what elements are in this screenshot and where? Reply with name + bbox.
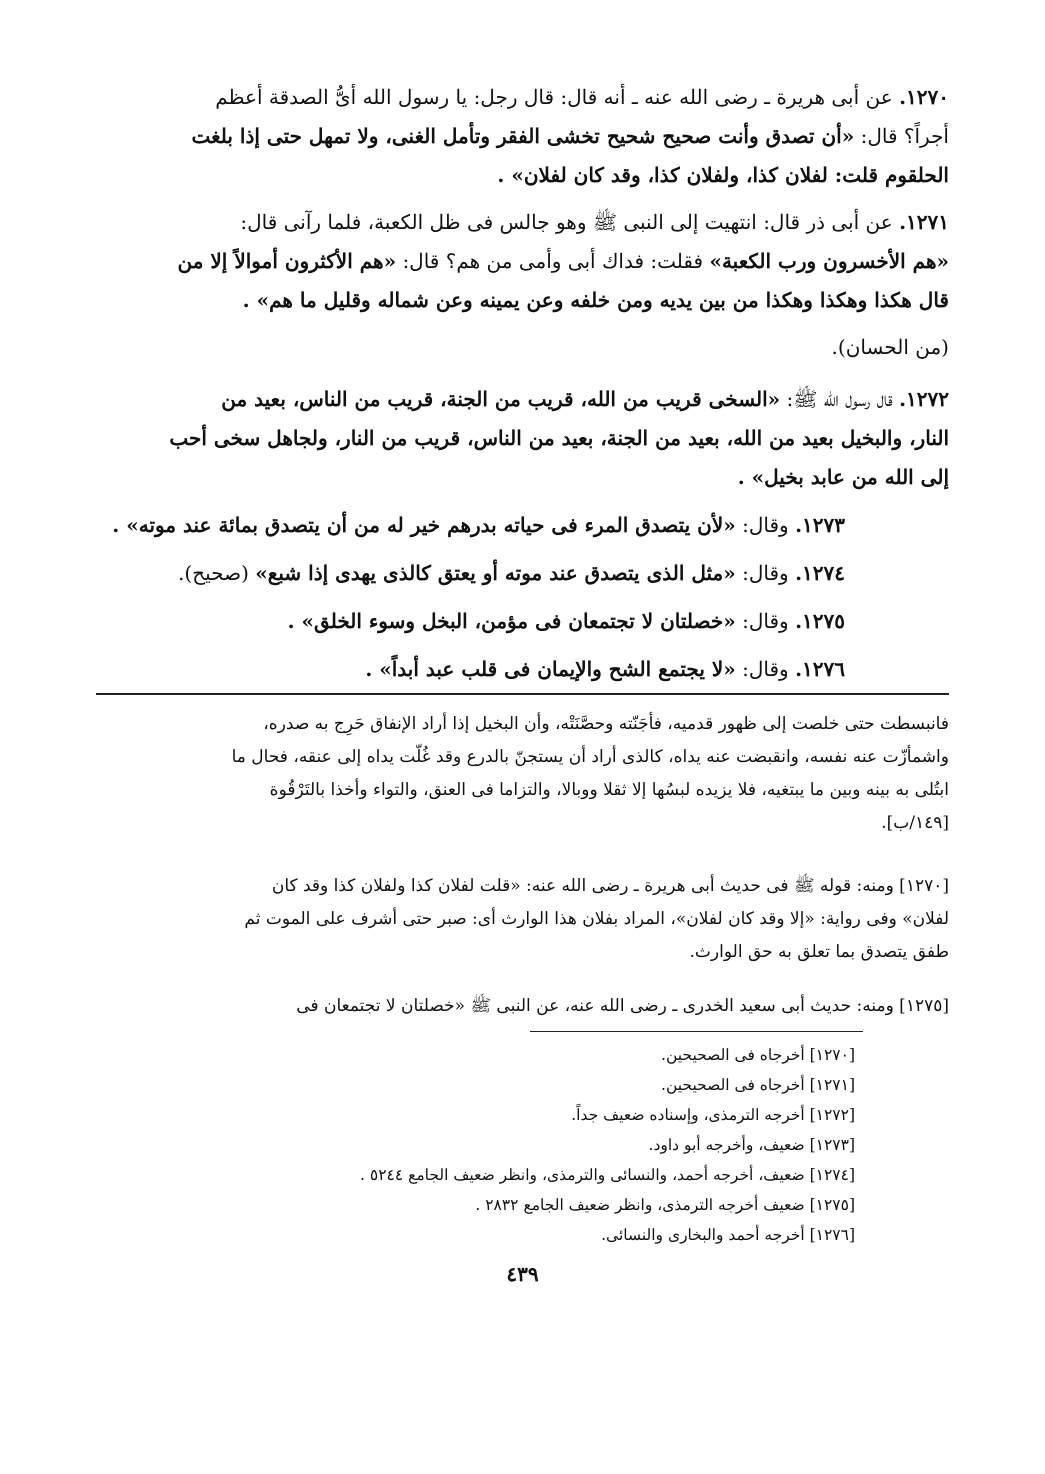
hadith-grade: (من الحسان). bbox=[831, 335, 949, 359]
hadith-1270 bbox=[96, 78, 949, 195]
commentary-line: [١٢٧٠] ومنه: قوله ﷺ فى حديث أبى هريرة ـ رضى الله عنه: «قلت لفلان كذا ولفلان كذا وقد كان bbox=[271, 876, 949, 896]
commentary-line: طفق يتصدق بما تعلق به حق الوارث. bbox=[689, 942, 949, 962]
hadith-line bbox=[96, 602, 845, 641]
footnotes bbox=[280, 1040, 855, 1250]
commentary-line: ابتُلى به بينه وبين ما يبتغيه، فلا يزيده لبسُها إلا ثقلا ووبالا، والتزاما فى العنق، والتواء وأخذا بالتَرْقُوة bbox=[269, 780, 949, 800]
footnote-item: [١٢٧٤] ضعيف، أخرجه أحمد، والنسائى والترمذى، وانظر ضعيف الجامع ٥٢٤٤ . bbox=[360, 1166, 855, 1184]
hadith-number: ١٢٧٤ bbox=[802, 561, 845, 585]
hadith-1271 bbox=[96, 203, 949, 367]
number-dot: . bbox=[795, 657, 803, 681]
footnote-item: [١٢٧٥] ضعيف أخرجه الترمذى، وانظر ضعيف الجامع ٢٨٣٢ . bbox=[475, 1196, 855, 1214]
commentary-line: فانبسطت حتى خلصت إلى ظهور قدميه، فأجَنّته وحصَّنَتْه، وأن البخيل إذا أراد الإنفاق حَرِج به صدره، bbox=[263, 714, 949, 734]
hadith-1274 bbox=[96, 554, 845, 593]
hadith-text: فقلت: فداك أبى وأمى من هم؟ قال: bbox=[402, 249, 704, 273]
hadith-1276 bbox=[96, 650, 845, 689]
number-dot: . bbox=[899, 85, 907, 109]
section-divider bbox=[96, 693, 949, 695]
commentary-line: [١٤٩/ب]. bbox=[881, 813, 949, 833]
page-number: ٤٣٩ bbox=[506, 1262, 539, 1286]
prophetic-saying: «لأن يتصدق المرء فى حياته بدرهم خير له من أن يتصدق بمائة عند موته» . bbox=[112, 513, 736, 537]
hadith-number: ١٢٧١ bbox=[906, 210, 949, 234]
hadith-number: ١٢٧٣ bbox=[802, 513, 845, 537]
prophetic-saying: «خصلتان لا تجتمعان فى مؤمن، البخل وسوء الخلق» . bbox=[287, 609, 736, 633]
prophetic-saying: «هم الأخسرون ورب الكعبة» bbox=[709, 249, 949, 273]
hadith-text: عن أبى ذر قال: انتهيت إلى النبى ﷺ وهو جالس فى ظل الكعبة، فلما رآنى قال: bbox=[240, 210, 893, 234]
hadith-number: ١٢٧٦ bbox=[802, 657, 845, 681]
hadith-line bbox=[96, 117, 949, 156]
commentary-paragraph bbox=[96, 870, 949, 969]
number-dot: . bbox=[795, 513, 803, 537]
number-dot: . bbox=[899, 210, 907, 234]
hadith-1273 bbox=[96, 506, 845, 545]
footnote-item: [١٢٧٠] أخرجاه فى الصحيحين. bbox=[661, 1046, 855, 1064]
footnote-item: [١٢٧١] أخرجاه فى الصحيحين. bbox=[661, 1076, 855, 1094]
hadith-line bbox=[96, 506, 845, 545]
hadith-line bbox=[96, 203, 949, 242]
hadith-number: ١٢٧٢ bbox=[906, 387, 949, 411]
hadith-text: وقال: bbox=[742, 561, 789, 585]
hadith-number: ١٢٧٥ bbox=[802, 609, 845, 633]
number-dot: . bbox=[795, 561, 803, 585]
prophetic-saying: إلى الله من عابد بخيل» . bbox=[737, 465, 949, 489]
hadith-grade: (صحيح). bbox=[178, 561, 249, 585]
hadith-1272 bbox=[96, 380, 949, 497]
hadith-line bbox=[96, 242, 949, 281]
hadith-text: وقال: bbox=[742, 609, 789, 633]
footnote-item: [١٢٧٣] ضعيف، وأخرجه أبو داود. bbox=[648, 1136, 855, 1154]
hadith-text: عن أبى هريرة ـ رضى الله عنه ـ أنه قال: قال رجل: يا رسول الله أىُّ الصدقة أعظم bbox=[215, 85, 893, 109]
number-dot: . bbox=[899, 387, 907, 411]
commentary-paragraph bbox=[96, 990, 949, 1023]
commentary-line: لفلان» وفى رواية: «إلا وقد كان لفلان»، المراد بفلان هذا الوارث أى: صبر حتى أشرف على الموت ثم bbox=[244, 909, 949, 929]
commentary-line: [١٢٧٥] ومنه: حديث أبى سعيد الخدرى ـ رضى الله عنه، عن النبى ﷺ «خصلتان لا تجتمعان فى bbox=[296, 996, 949, 1016]
prophetic-saying: «لا يجتمع الشح والإيمان فى قلب عبد أبداً» . bbox=[365, 657, 736, 681]
footnote-divider bbox=[530, 1031, 863, 1032]
hadith-text: وقال: bbox=[742, 657, 789, 681]
number-dot: . bbox=[795, 609, 803, 633]
prophetic-saying: النار، والبخيل بعيد من الله، بعيد من الجنة، بعيد من الناس، قريب من النار، ولجاهل سخى أحب bbox=[169, 426, 949, 450]
prophetic-saying: «السخى قريب من الله، قريب من الجنة، قريب من الناس، بعيد من bbox=[221, 387, 781, 411]
hadith-text: قال رسول الله ﷺ: bbox=[786, 387, 893, 411]
prophetic-saying: «هم الأكثرون أموالاً إلا من bbox=[177, 249, 397, 273]
hadith-line bbox=[96, 650, 845, 689]
hadith-line bbox=[96, 78, 949, 117]
prophetic-saying: «أن تصدق وأنت صحيح شحيح تخشى الفقر وتأمل الغنى، ولا تمهل حتى إذا بلغت bbox=[191, 124, 855, 148]
footnote-item: [١٢٧٦] أخرجه أحمد والبخارى والنسائى. bbox=[601, 1226, 855, 1244]
hadith-text: أجراً؟ قال: bbox=[860, 124, 949, 148]
prophetic-saying: الحلقوم قلت: لفلان كذا، ولفلان كذا، وقد كان لفلان» . bbox=[497, 163, 949, 187]
commentary-paragraph bbox=[96, 708, 949, 840]
hadith-line bbox=[96, 380, 949, 419]
prophetic-saying: قال هكذا وهكذا وهكذا من بين يديه ومن خلفه وعن يمينه وعن شماله وقليل ما هم» . bbox=[242, 288, 949, 312]
commentary-line: واشمأزّت عنه نفسه، وانقبضت عنه يداه، كالذى أراد أن يستجنّ بالدرع وقد غُلّت يداه إلى عنقه، فحال ما bbox=[231, 747, 949, 767]
hadith-line bbox=[96, 554, 845, 593]
hadith-text: وقال: bbox=[742, 513, 789, 537]
footnote-item: [١٢٧٢] أخرجه الترمذى، وإسناده ضعيف جداً. bbox=[571, 1106, 855, 1124]
hadith-number: ١٢٧٠ bbox=[906, 85, 949, 109]
prophetic-saying: «مثل الذى يتصدق عند موته أو يعتق كالذى يهدى إذا شبع» bbox=[255, 561, 736, 585]
hadith-1275 bbox=[96, 602, 845, 641]
